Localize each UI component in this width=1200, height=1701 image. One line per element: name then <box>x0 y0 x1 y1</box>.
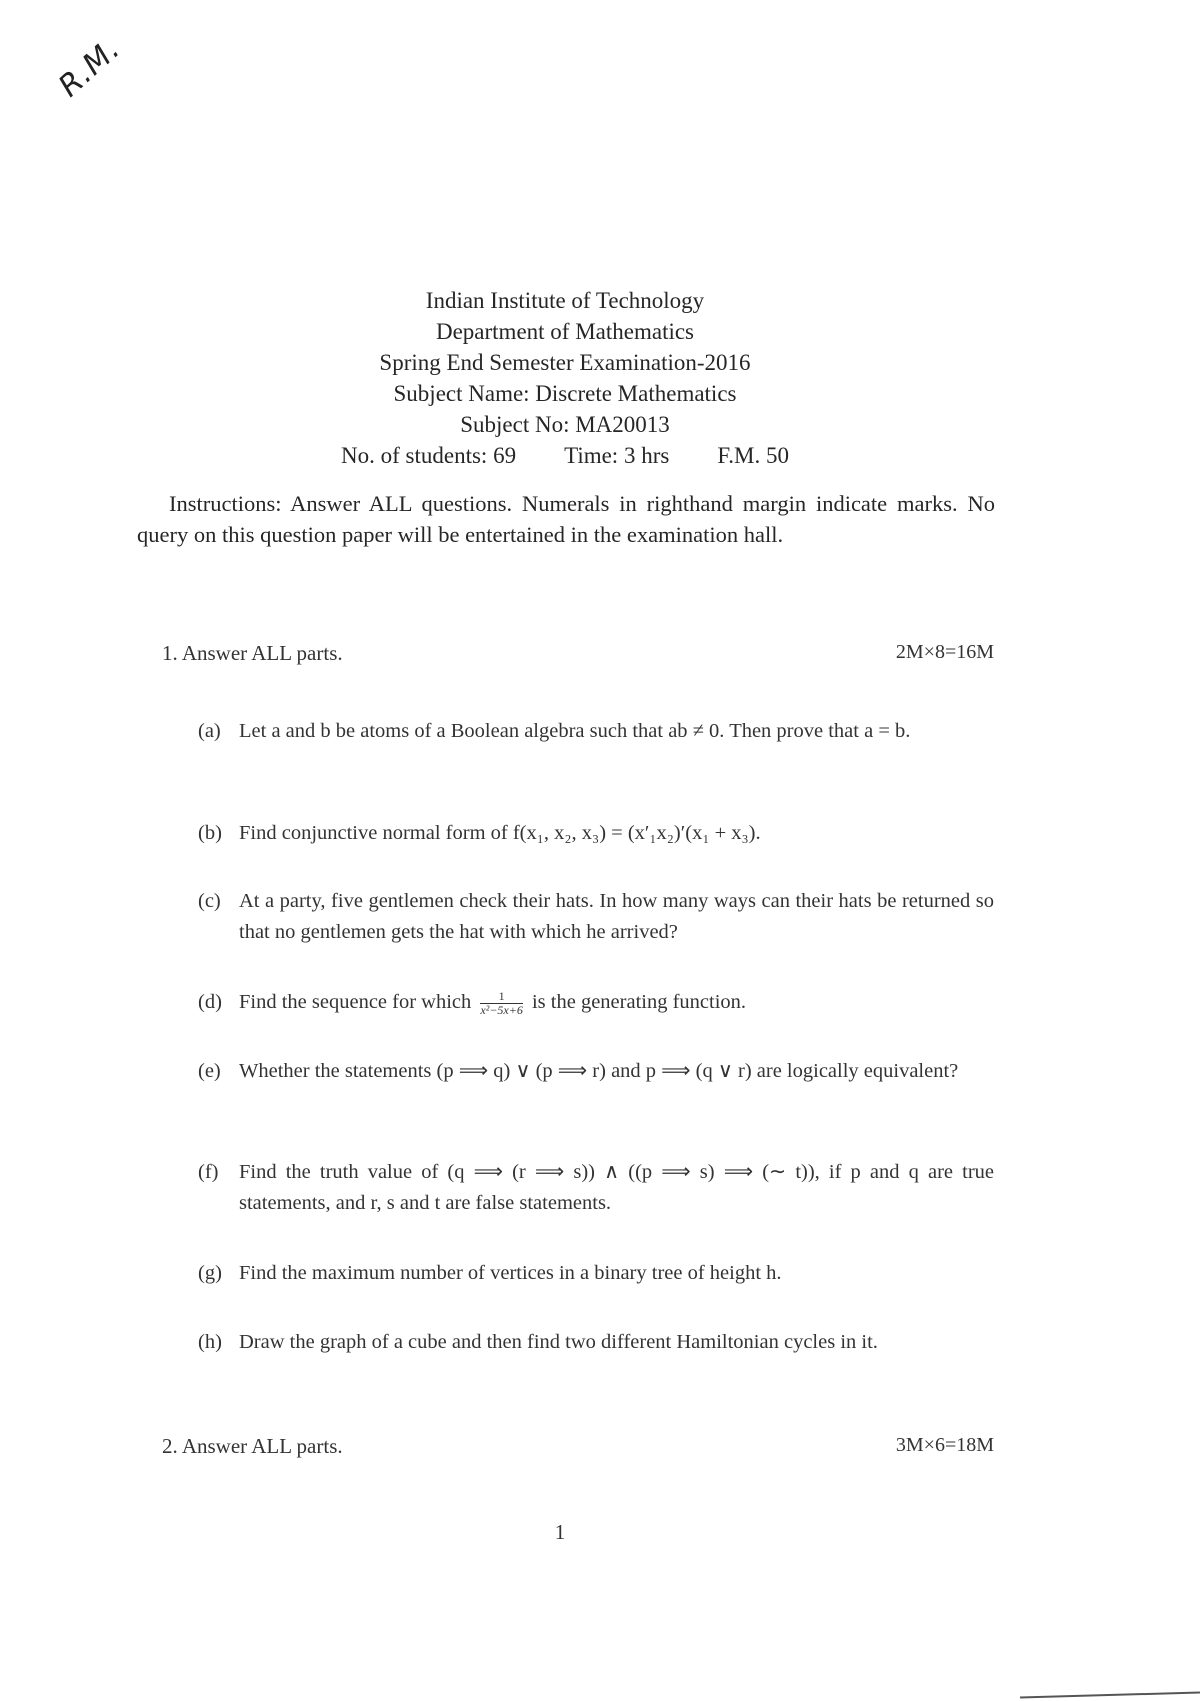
exam-duration: Time: 3 hrs <box>564 443 670 468</box>
part-text: is the generating function. <box>531 991 747 1013</box>
question-number: 2. <box>162 1434 178 1458</box>
question-title: Answer ALL parts. <box>181 1434 343 1458</box>
part-label: (g) <box>198 1262 222 1284</box>
handwritten-initials: R.M. <box>52 31 128 105</box>
question-part <box>198 1327 994 1358</box>
scan-edge-line <box>1020 1691 1200 1698</box>
page-number: 1 <box>554 1520 566 1544</box>
generating-function-fraction <box>480 990 522 1017</box>
exam-header <box>0 285 1130 471</box>
question-part <box>198 1258 994 1289</box>
subject-number: Subject No: MA20013 <box>460 412 670 437</box>
question-1-heading <box>162 641 994 666</box>
part-text: Let a and b be atoms of a Boolean algebra such that ab ≠ 0. Then prove that a = b. <box>239 720 911 742</box>
subject-name: Subject Name: Discrete Mathematics <box>393 381 737 406</box>
instructions: Instructions: Answer ALL questions. Numerals in righthand margin indicate marks. No query on this question paper will be entertained in the examination hall. <box>137 491 995 547</box>
part-text: Find the maximum number of vertices in a binary tree of height h. <box>239 1262 782 1284</box>
institute-name: Indian Institute of Technology <box>425 288 705 313</box>
question-part <box>198 987 994 1018</box>
fraction-numerator: 1 <box>480 990 522 1004</box>
part-label: (h) <box>198 1331 222 1353</box>
question-marks: 3M×6=18M <box>895 1434 994 1456</box>
part-label: (b) <box>198 822 222 844</box>
department-name: Department of Mathematics <box>435 319 695 344</box>
part-text: Draw the graph of a cube and then find two different Hamiltonian cycles in it. <box>239 1331 878 1353</box>
exam-meta-row <box>0 440 1130 471</box>
part-text: Find conjunctive normal form of f(x₁, x₂, x₃) = (x′₁x₂)′(x₁ + x₃). <box>239 822 761 844</box>
part-label: (d) <box>198 991 222 1013</box>
question-part <box>198 716 994 747</box>
question-title: Answer ALL parts. <box>181 641 343 665</box>
part-text: Find the sequence for which <box>239 991 472 1013</box>
student-count: No. of students: 69 <box>341 443 517 468</box>
full-marks: F.M. 50 <box>717 443 789 468</box>
part-text: Find the truth value of (q ⟹ (r ⟹ s)) ∧ ((p ⟹ s) ⟹ (∼ t)), if p and q are true statements, and r, s and t are false statements. <box>239 1161 994 1214</box>
part-label: (c) <box>198 890 221 912</box>
part-label: (f) <box>198 1161 219 1183</box>
exam-title: Spring End Semester Examination-2016 <box>379 350 751 375</box>
question-2-heading <box>162 1434 994 1459</box>
part-text: Whether the statements (p ⟹ q) ∨ (p ⟹ r) and p ⟹ (q ∨ r) are logically equivalent? <box>239 1060 959 1082</box>
fraction-denominator: x²−5x+6 <box>480 1002 523 1017</box>
part-text: At a party, five gentlemen check their hats. In how many ways can their hats be returned so that no gentlemen gets the hat with which he arrived? <box>239 890 994 943</box>
question-part <box>198 1157 994 1219</box>
question-number: 1. <box>162 641 178 665</box>
part-label: (e) <box>198 1060 221 1082</box>
question-part <box>198 818 994 849</box>
question-part <box>198 1056 994 1087</box>
part-label: (a) <box>198 720 221 742</box>
question-part <box>198 886 994 948</box>
question-marks: 2M×8=16M <box>895 641 994 663</box>
